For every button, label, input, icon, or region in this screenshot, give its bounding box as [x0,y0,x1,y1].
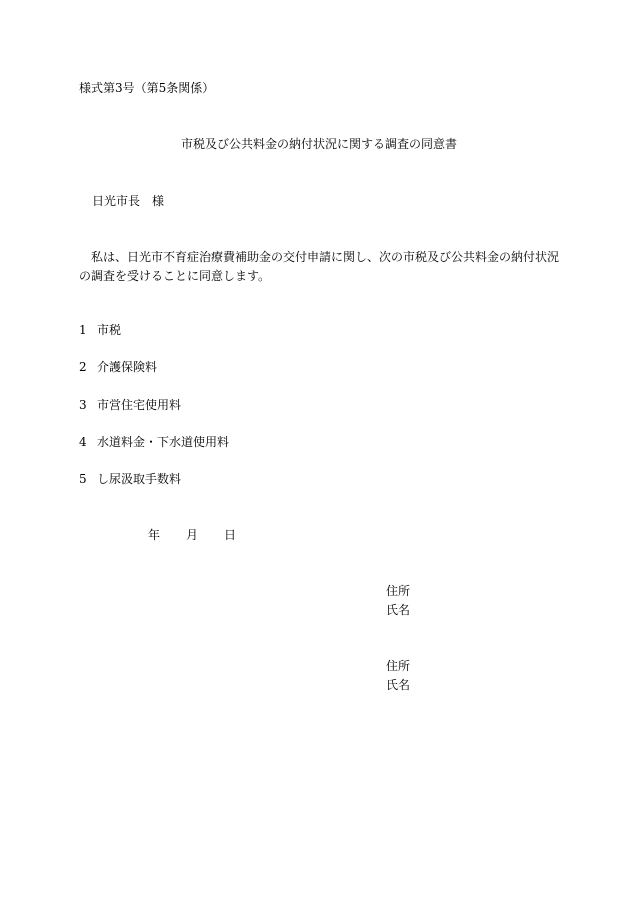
addressee-name: 日光市長 [92,194,141,208]
addressee-honorific: 様 [152,194,165,208]
list-item-label: 市営住宅使用料 [97,398,182,412]
list-item [79,435,229,449]
signature-name-label: 氏名 [386,603,411,617]
list-item-number: 3 [79,398,87,412]
signature-address-label: 住所 [386,584,411,598]
list-item [79,360,157,374]
list-item-label: 介護保険料 [97,360,158,374]
date-day-label: 日 [224,528,237,542]
list-item-label: 市税 [97,323,122,337]
form-number: 様式第3号（第5条関係） [79,81,215,95]
list-item [79,472,181,486]
date-line [148,528,236,542]
page-title: 市税及び公共料金の納付状況に関する調査の同意書 [181,137,458,151]
date-year-label: 年 [148,528,161,542]
signature-name-label: 氏名 [386,678,411,692]
signature-address-label: 住所 [386,659,411,673]
date-month-label: 月 [186,528,199,542]
list-item-number: 5 [79,472,87,486]
list-item [79,398,181,412]
list-item-number: 1 [79,323,87,337]
list-item-number: 4 [79,435,87,449]
list-item-label: し尿汲取手数料 [97,472,182,486]
consent-statement: 私は、日光市不育症治療費補助金の交付申請に関し、次の市税及び公共料金の納付状況の調査を受けることに同意します。 [79,250,560,283]
addressee [92,194,164,208]
list-item-label: 水道料金・下水道使用料 [97,435,230,449]
list-item-number: 2 [79,360,87,374]
list-item [79,323,121,337]
